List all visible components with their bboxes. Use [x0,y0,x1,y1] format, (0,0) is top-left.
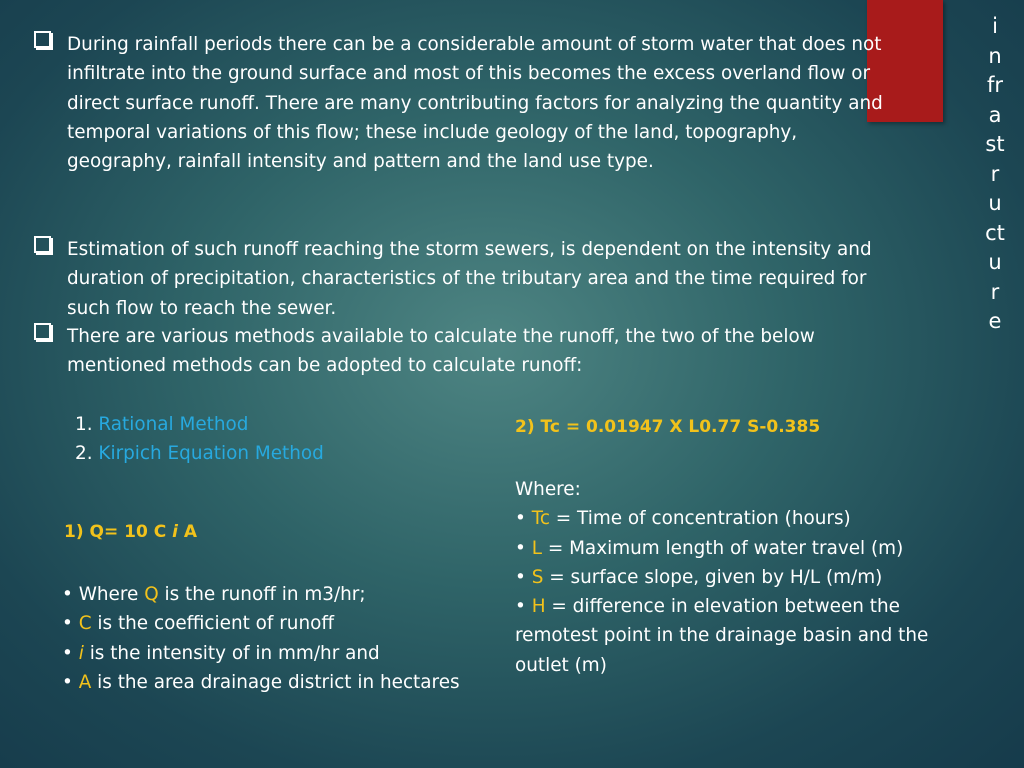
bullet-paragraph-3 [34,322,884,381]
symbol: Q [144,584,159,605]
vertical-letter: i [992,14,998,38]
vertical-letter: a [988,102,1002,127]
definition-item: • C is the coefficient of runoff [62,613,335,635]
bullet-paragraph-1 [34,30,884,176]
rational-formula [64,522,197,542]
bullet-text: During rainfall periods there can be a considerable amount of storm water that does not infiltrate into the ground surface and most of this becomes the excess overland flow or direct surface runoff. There are many contributing factors for analyzing the quantity and temporal variations of this flow; these include geology of the land, topography, geography, rainfall intensity and pattern and the land use type. [67,34,883,173]
vertical-word [975,12,1015,337]
formula-suffix: A [177,522,198,542]
method-number: 1. [75,414,93,435]
definition-item: • L = Maximum length of water travel (m) [515,537,904,559]
vertical-letter: r [990,161,1000,186]
vertical-letter: fr [986,73,1004,97]
vertical-letter: n [988,43,1002,68]
bullet-paragraph-2 [34,235,884,323]
method-link-rational[interactable]: Rational Method [98,414,249,435]
formula-i: i [172,522,178,542]
symbol: Tc [531,508,550,530]
vertical-letter: u [988,191,1002,215]
definition-item: • H = difference in elevation between the remotest point in the drainage basin and the outlet (m) [515,596,929,676]
vertical-letter: st [985,132,1005,156]
definition-item: • Where Q is the runoff in m3/hr; [62,584,366,605]
checkbox-bullet-icon [34,31,51,48]
symbol: i [78,642,84,664]
kirpich-definitions [515,475,975,680]
checkbox-bullet-icon [34,323,51,340]
rational-definitions [62,580,460,697]
vertical-letter: u [988,250,1002,274]
methods-list [75,410,324,469]
definition-item: • i is the intensity of in mm/hr and [62,642,380,664]
kirpich-formula: 2) Tc = 0.01947 X L0.77 S-0.385 [515,417,821,437]
symbol: H [531,596,546,618]
symbol: C [78,613,92,635]
symbol: A [78,671,92,693]
method-number: 2. [75,443,93,465]
vertical-letter: ct [985,220,1005,245]
definition-item: • S = surface slope, given by H/L (m/m) [515,566,883,588]
method-item [75,439,324,468]
definition-item: • A is the area drainage district in hectares [62,671,460,693]
bullet-text: There are various methods available to calculate the runoff, the two of the below mentioned methods can be adopted to calculate runoff: [67,326,815,377]
symbol: L [531,537,542,559]
where-label: Where: [515,479,581,500]
vertical-letter: r [990,279,1000,304]
bullet-text: Estimation of such runoff reaching the storm sewers, is dependent on the intensity and duration of precipitation, characteristics of the tributary area and the time required for such flow to reach the sewer. [67,239,872,319]
method-item [75,410,324,439]
definition-item: • Tc = Time of concentration (hours) [515,508,851,530]
checkbox-bullet-icon [34,236,51,253]
symbol: S [531,566,544,588]
method-link-kirpich[interactable]: Kirpich Equation Method [98,443,324,465]
formula-prefix: 1) Q= 10 C [64,522,173,542]
vertical-letter: e [988,309,1002,333]
